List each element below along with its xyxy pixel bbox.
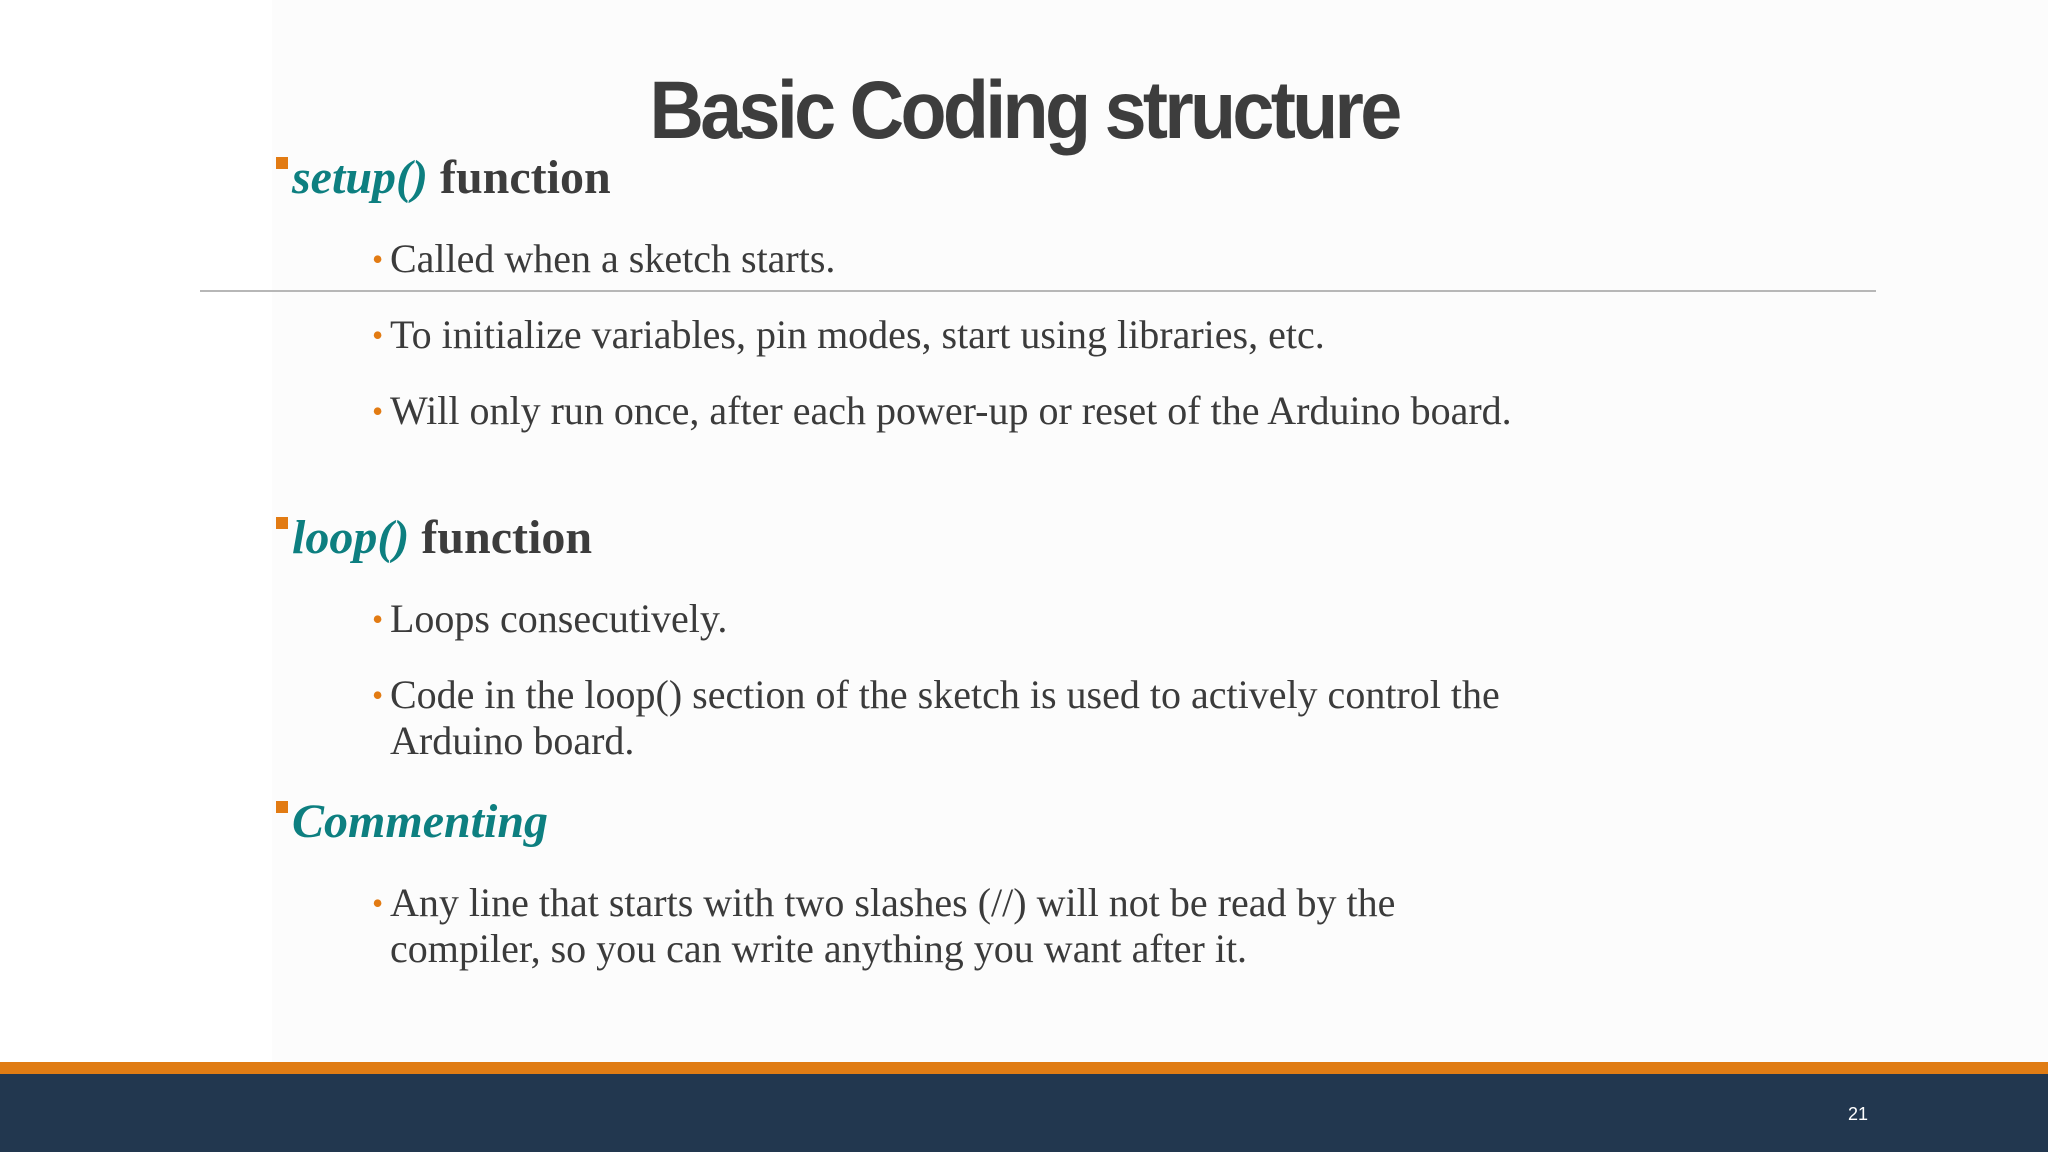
bullet-dot-icon: •	[372, 885, 384, 921]
section-suffix: function	[427, 151, 611, 204]
bullet-text: Any line that starts with two slashes (//) will not be read by the compiler, so you can write anything you want after it.	[390, 880, 1396, 971]
bullet-item	[372, 312, 1540, 358]
section-function-name: Commenting	[292, 795, 549, 848]
bullet-text: Called when a sketch starts.	[390, 236, 836, 281]
bullet-item	[372, 236, 1540, 282]
bullet-text: To initialize variables, pin modes, start using libraries, etc.	[390, 312, 1325, 357]
bullet-dot-icon: •	[372, 393, 384, 429]
bullet-item	[372, 596, 1540, 642]
square-bullet-icon	[276, 801, 288, 813]
section-heading-setup	[276, 150, 611, 206]
bullet-dot-icon: •	[372, 601, 384, 637]
page-number: 21	[1847, 1104, 1868, 1124]
bullet-text: Code in the loop() section of the sketch is used to actively control the Arduino board.	[390, 672, 1500, 763]
section-heading-commenting	[276, 794, 548, 850]
square-bullet-icon	[276, 157, 288, 169]
bullet-item	[372, 388, 1540, 434]
bullet-text: Will only run once, after each power-up or reset of the Arduino board.	[390, 388, 1512, 433]
slide-footer	[0, 1074, 2048, 1152]
bullet-dot-icon: •	[372, 317, 384, 353]
section-suffix: function	[409, 511, 593, 564]
section-function-name: loop()	[292, 511, 410, 564]
bullet-dot-icon: •	[372, 241, 384, 277]
section-function-name: setup()	[292, 151, 428, 204]
square-bullet-icon	[276, 517, 288, 529]
bullet-item	[372, 880, 1540, 972]
bullet-dot-icon: •	[372, 677, 384, 713]
section-heading-loop	[276, 510, 592, 566]
footer-accent-band	[0, 1062, 2048, 1074]
bullet-text: Loops consecutively.	[390, 596, 728, 641]
bullet-item	[372, 672, 1540, 764]
slide-title: Basic Coding structure	[649, 65, 1399, 156]
